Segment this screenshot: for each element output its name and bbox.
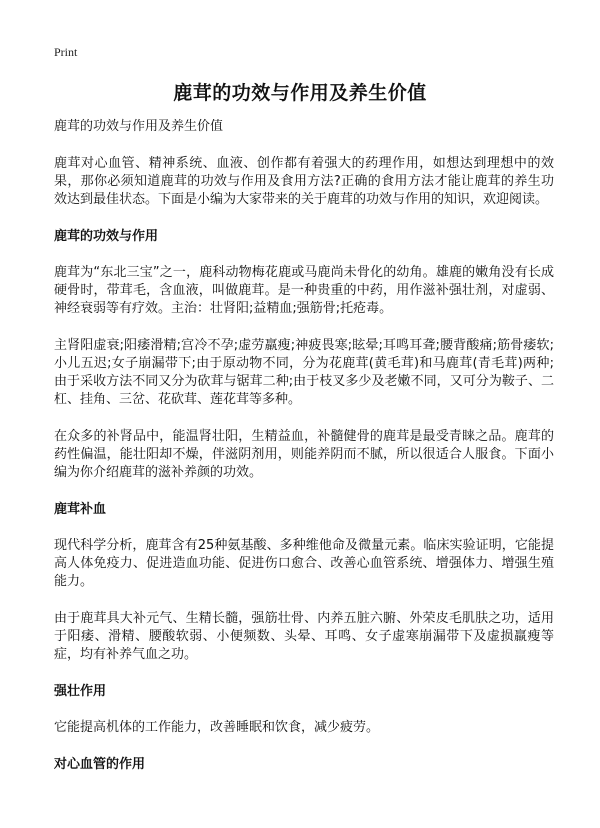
print-link[interactable]: Print [54, 45, 78, 59]
section-heading-strength: 强壮作用 [54, 684, 107, 699]
page-title: 鹿茸的功效与作用及养生价值 [173, 82, 427, 104]
section-paragraph: 鹿茸为“东北三宝”之一，鹿科动物梅花鹿或马鹿尚未骨化的幼角。雄鹿的嫩角没有长成硬骨时，带茸毛，含血液，叫做鹿茸。是一种贵重的中药，用作滋补强壮剂，对虚弱、神经衰弱等有疗效。主治：壮肾阳;益精血;强筋骨;托疮毒。 [54, 265, 554, 316]
article-subtitle: 鹿茸的功效与作用及养生价值 [54, 119, 224, 134]
section-heading-blood: 鹿茸补血 [54, 502, 107, 517]
article-body [54, 118, 554, 792]
section-heading-efficacy: 鹿茸的功效与作用 [54, 229, 159, 244]
section-heading-cardio: 对心血管的作用 [54, 757, 146, 772]
section-paragraph: 主肾阳虚衰;阳痿滑精;宫冷不孕;虚劳羸瘦;神疲畏寒;眩晕;耳鸣耳聋;腰背酸痛;筋骨痿软;小儿五迟;女子崩漏带下;由于原动物不同，分为花鹿茸(黄毛茸)和马鹿茸(青毛茸)两种;由于采收方法不同又分为砍茸与锯茸二种;由于枝叉多少及老嫩不同，又可分为鞍子、二杠、挂角、三岔、花砍茸、莲花茸等多种。 [54, 338, 554, 407]
section-paragraph: 现代科学分析，鹿茸含有25种氨基酸、多种维他命及微量元素。临床实验证明，它能提高人体免疫力、促进造血功能、促进伤口愈合、改善心血管系统、增强体力、增强生殖能力。 [54, 538, 554, 589]
section-paragraph: 由于鹿茸具大补元气、生精长髓，强筋壮骨、内养五脏六腑、外荣皮毛肌肤之功，适用于阳痿、滑精、腰酸软弱、小便频数、头晕、耳鸣、女子虚寒崩漏带下及虚损羸瘦等症，均有补养气血之功。 [54, 611, 554, 662]
section-paragraph: 它能提高机体的工作能力，改善睡眠和饮食，减少疲劳。 [54, 720, 380, 735]
section-paragraph: 在众多的补肾品中，能温肾壮阳，生精益血，补髓健骨的鹿茸是最受青睐之品。鹿茸的药性偏温，能壮阳却不燥，伴滋阴剂用，则能养阴而不腻，所以很适合人服食。下面小编为你介绍鹿茸的滋补养颜的功效。 [54, 429, 554, 480]
intro-paragraph: 鹿茸对心血管、精神系统、血液、创作都有着强大的药理作用，如想达到理想中的效果，那你必须知道鹿茸的功效与作用及食用方法?正确的食用方法才能让鹿茸的养生功效达到最佳状态。下面是小编为大家带来的关于鹿茸的功效与作用的知识，欢迎阅读。 [54, 156, 554, 207]
